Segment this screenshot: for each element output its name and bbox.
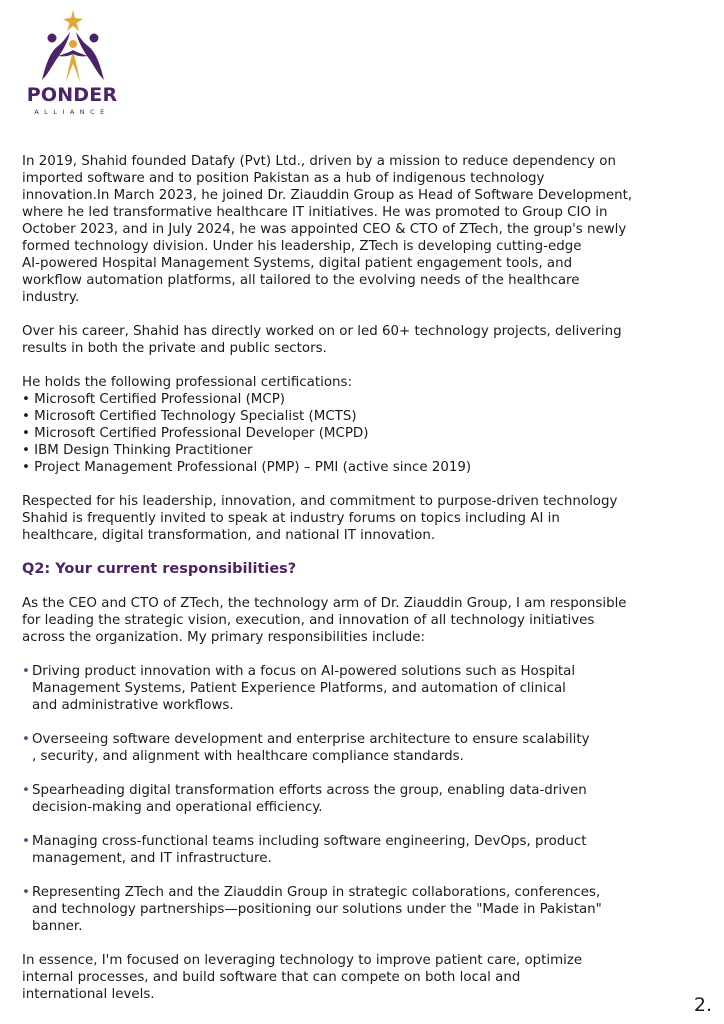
text-line: As the CEO and CTO of ZTech, the technology arm of Dr. Ziauddin Group, I am responsible [22, 596, 627, 611]
text-line: , security, and alignment with healthcare compliance standards. [32, 749, 464, 764]
text-line: international levels. [22, 987, 155, 1002]
text-line: innovation.In March 2023, he joined Dr. Ziauddin Group as Head of Software Development, [22, 188, 633, 203]
text-line: results in both the private and public sectors. [22, 341, 327, 356]
logo-wordmark: PONDER [26, 84, 118, 106]
intro-paragraph [22, 153, 704, 306]
text-line: Spearheading digital transformation efforts across the group, enabling data-driven [32, 783, 587, 798]
text-line: Managing cross-functional teams including software engineering, DevOps, product [32, 834, 587, 849]
text-line: Overseeing software development and enterprise architecture to ensure scalability [32, 732, 590, 747]
text-line: In 2019, Shahid founded Datafy (Pvt) Ltd., driven by a mission to reduce dependency on [22, 154, 616, 169]
list-item [22, 884, 704, 935]
text-line: and administrative workflows. [32, 698, 234, 713]
page-number: 2. [693, 994, 712, 1016]
closing-paragraph [22, 952, 704, 1003]
text-line: Shahid is frequently invited to speak at industry forums on topics including AI in [22, 511, 560, 526]
text-line: imported software and to position Pakistan as a hub of indigenous technology [22, 171, 545, 186]
text-line: and technology partnerships—positioning our solutions under the "Made in Pakistan" [32, 902, 602, 917]
text-line: for leading the strategic vision, execution, and innovation of all technology initiatives [22, 613, 595, 628]
certification-item: • Microsoft Certified Professional (MCP) [22, 392, 285, 407]
text-line: Driving product innovation with a focus on AI-powered solutions such as Hospital [32, 664, 576, 679]
text-line: AI-powered Hospital Management Systems, digital patient engagement tools, and [22, 256, 573, 271]
text-line: Management Systems, Patient Experience Platforms, and automation of clinical [32, 681, 566, 696]
list-item [22, 663, 704, 714]
certification-item: • IBM Design Thinking Practitioner [22, 443, 253, 458]
text-line: across the organization. My primary responsibilities include: [22, 630, 426, 645]
text-line: formed technology division. Under his leadership, ZTech is developing cutting-edge [22, 239, 582, 254]
bullet-icon: • [22, 834, 30, 849]
text-line: workflow automation platforms, all tailored to the evolving needs of the healthcare [22, 273, 580, 288]
q2-heading: Q2: Your current responsibilities? [22, 561, 297, 577]
certifications-intro: He holds the following professional certifications: [22, 375, 352, 390]
text-line: internal processes, and build software that can compete on both local and [22, 970, 521, 985]
text-line: Representing ZTech and the Ziauddin Group in strategic collaborations, conferences, [32, 885, 601, 900]
text-line: industry. [22, 290, 80, 305]
certifications-block [22, 374, 704, 476]
q2-intro-paragraph [22, 595, 704, 646]
bullet-icon: • [22, 885, 30, 900]
respected-paragraph [22, 493, 704, 544]
responsibilities-list [22, 663, 704, 935]
certification-item: • Project Management Professional (PMP) – PMI (active since 2019) [22, 460, 472, 475]
ponder-alliance-logo [22, 8, 132, 120]
career-paragraph [22, 323, 704, 357]
bullet-icon: • [22, 783, 30, 798]
text-line: management, and IT infrastructure. [32, 851, 272, 866]
bullet-icon: • [22, 732, 30, 747]
bullet-icon: • [22, 664, 30, 679]
text-line: decision-making and operational efficiency. [32, 800, 323, 815]
list-item [22, 731, 704, 765]
text-line: Respected for his leadership, innovation, and commitment to purpose-driven technology [22, 494, 618, 509]
text-line: where he led transformative healthcare IT initiatives. He was promoted to Group CIO in [22, 205, 608, 220]
list-item [22, 782, 704, 816]
logo-subtitle: ALLIANCE [34, 108, 110, 116]
list-item [22, 833, 704, 867]
text-line: healthcare, digital transformation, and national IT innovation. [22, 528, 436, 543]
text-line: Over his career, Shahid has directly worked on or led 60+ technology projects, delivering [22, 324, 622, 339]
text-line: October 2023, and in July 2024, he was appointed CEO & CTO of ZTech, the group's newly [22, 222, 627, 237]
text-line: In essence, I'm focused on leveraging technology to improve patient care, optimize [22, 953, 583, 968]
certification-item: • Microsoft Certified Professional Developer (MCPD) [22, 426, 369, 441]
certification-item: • Microsoft Certified Technology Specialist (MCTS) [22, 409, 357, 424]
text-line: banner. [32, 919, 83, 934]
logo-figures-icon [28, 8, 118, 86]
article-body [22, 153, 704, 1020]
